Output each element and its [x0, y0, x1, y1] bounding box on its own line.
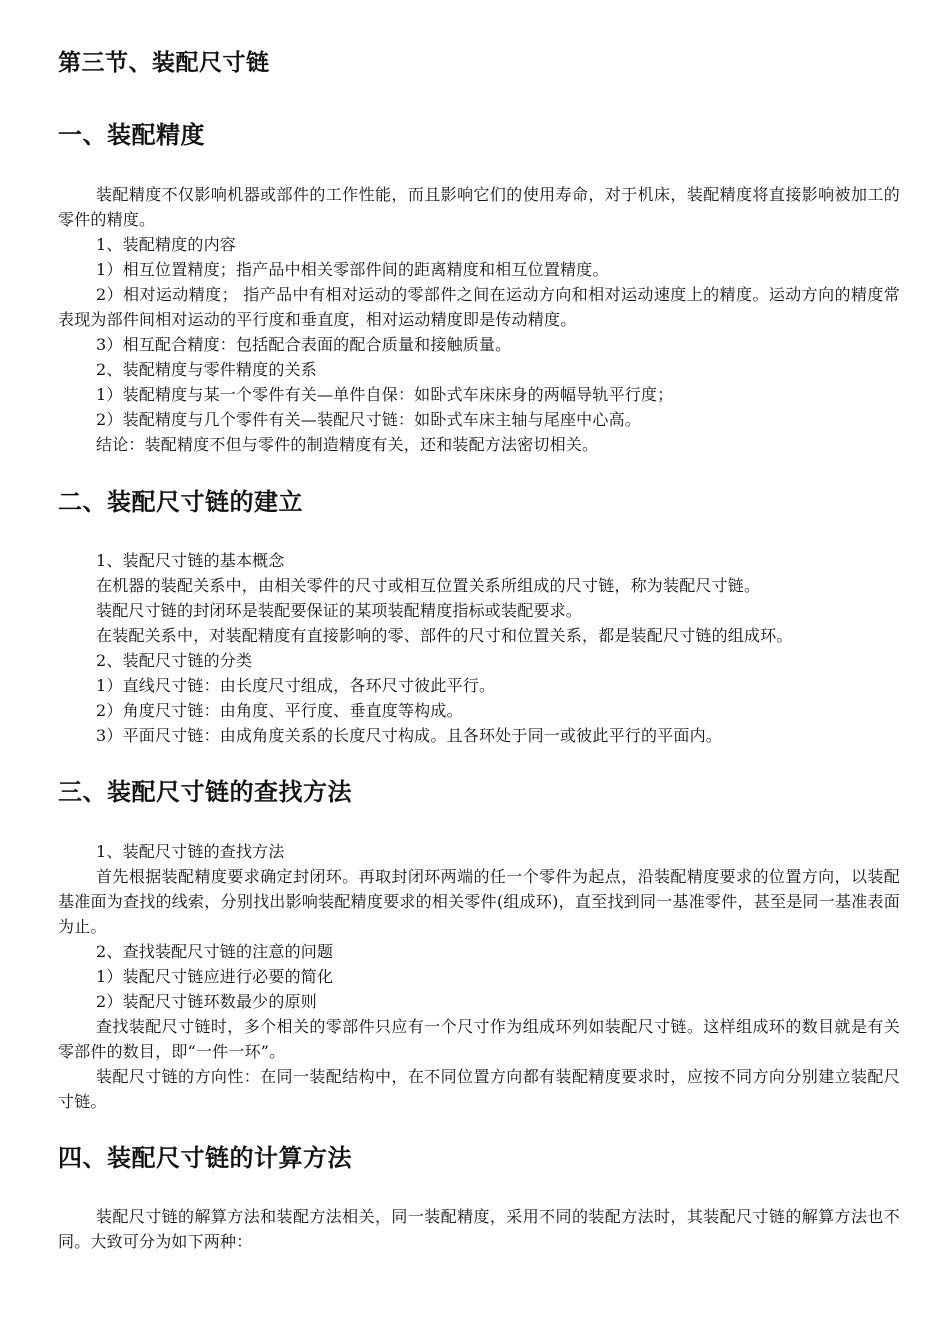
list-item: 在装配关系中，对装配精度有直接影响的零、部件的尺寸和位置关系，都是装配尺寸链的组成环。	[96, 626, 793, 645]
list-item: 装配尺寸链的封闭环是装配要保证的某项装配精度指标或装配要求。	[96, 601, 583, 620]
list-item: 2、装配尺寸链的分类	[96, 651, 253, 670]
list-item: 1）相互位置精度；指产品中相关零部件间的距离精度和相互位置精度。	[96, 260, 609, 279]
list-item: 1）装配精度与某一个零件有关—单件自保：如卧式车床床身的两幅导轨平行度；	[96, 385, 674, 404]
list-item: 1）直线尺寸链：由长度尺寸组成，各环尺寸彼此平行。	[96, 676, 496, 695]
list-item: 1、装配精度的内容	[96, 235, 236, 254]
list-item: 2）装配精度与几个零件有关—装配尺寸链：如卧式车床主轴与尾座中心高。	[96, 410, 641, 429]
paragraph: 装配尺寸链的解算方法和装配方法相关，同一装配精度，采用不同的装配方法时，其装配尺寸链的解算方法也不同。大致可分为如下两种：	[58, 1207, 900, 1251]
paragraph: 查找装配尺寸链时，多个相关的零部件只应有一个尺寸作为组成环列如装配尺寸链。这样组成环的数目就是有关零部件的数目，即“一件一环”。	[58, 1017, 900, 1061]
list-item: 1、装配尺寸链的基本概念	[96, 551, 285, 570]
section-heading-1: 一、装配精度	[58, 121, 205, 149]
list-item: 1、装配尺寸链的查找方法	[96, 842, 285, 861]
paragraph: 装配尺寸链的方向性：在同一装配结构中，在不同位置方向都有装配精度要求时，应按不同方向分别建立装配尺寸链。	[58, 1067, 900, 1111]
paragraph: 2）相对运动精度； 指产品中有相对运动的零部件之间在运动方向和相对运动速度上的精度。运动方向的精度常表现为部件间相对运动的平行度和垂直度，相对运动精度即是传动精度。	[58, 285, 900, 329]
list-item: 3）相互配合精度：包括配合表面的配合质量和接触质量。	[96, 335, 512, 354]
list-item: 在机器的装配关系中，由相关零件的尺寸或相互位置关系所组成的尺寸链，称为装配尺寸链。	[96, 576, 761, 595]
list-item: 结论：装配精度不但与零件的制造精度有关，还和装配方法密切相关。	[96, 435, 599, 454]
document-title: 第三节、装配尺寸链	[58, 50, 270, 76]
list-item: 1）装配尺寸链应进行必要的简化	[96, 967, 334, 986]
list-item: 3）平面尺寸链：由成角度关系的长度尺寸构成。且各环处于同一或彼此平行的平面内。	[96, 726, 722, 745]
paragraph: 装配精度不仅影响机器或部件的工作性能，而且影响它们的使用寿命，对于机床，装配精度将直接影响被加工的零件的精度。	[58, 185, 900, 229]
list-item: 2）装配尺寸链环数最少的原则	[96, 992, 317, 1011]
list-item: 2）角度尺寸链：由角度、平行度、垂直度等构成。	[96, 701, 463, 720]
list-item: 2、查找装配尺寸链的注意的问题	[96, 942, 334, 961]
paragraph: 首先根据装配精度要求确定封闭环。再取封闭环两端的任一个零件为起点，沿装配精度要求的位置方向，以装配基准面为查找的线索，分别找出影响装配精度要求的相关零件(组成环)，直至找到同一基准零件，甚至是同一基准表面为止。	[58, 867, 900, 936]
section-heading-2: 二、装配尺寸链的建立	[58, 488, 303, 516]
section-heading-3: 三、装配尺寸链的查找方法	[58, 778, 352, 806]
section-heading-4: 四、装配尺寸链的计算方法	[58, 1144, 352, 1172]
list-item: 2、装配精度与零件精度的关系	[96, 360, 317, 379]
